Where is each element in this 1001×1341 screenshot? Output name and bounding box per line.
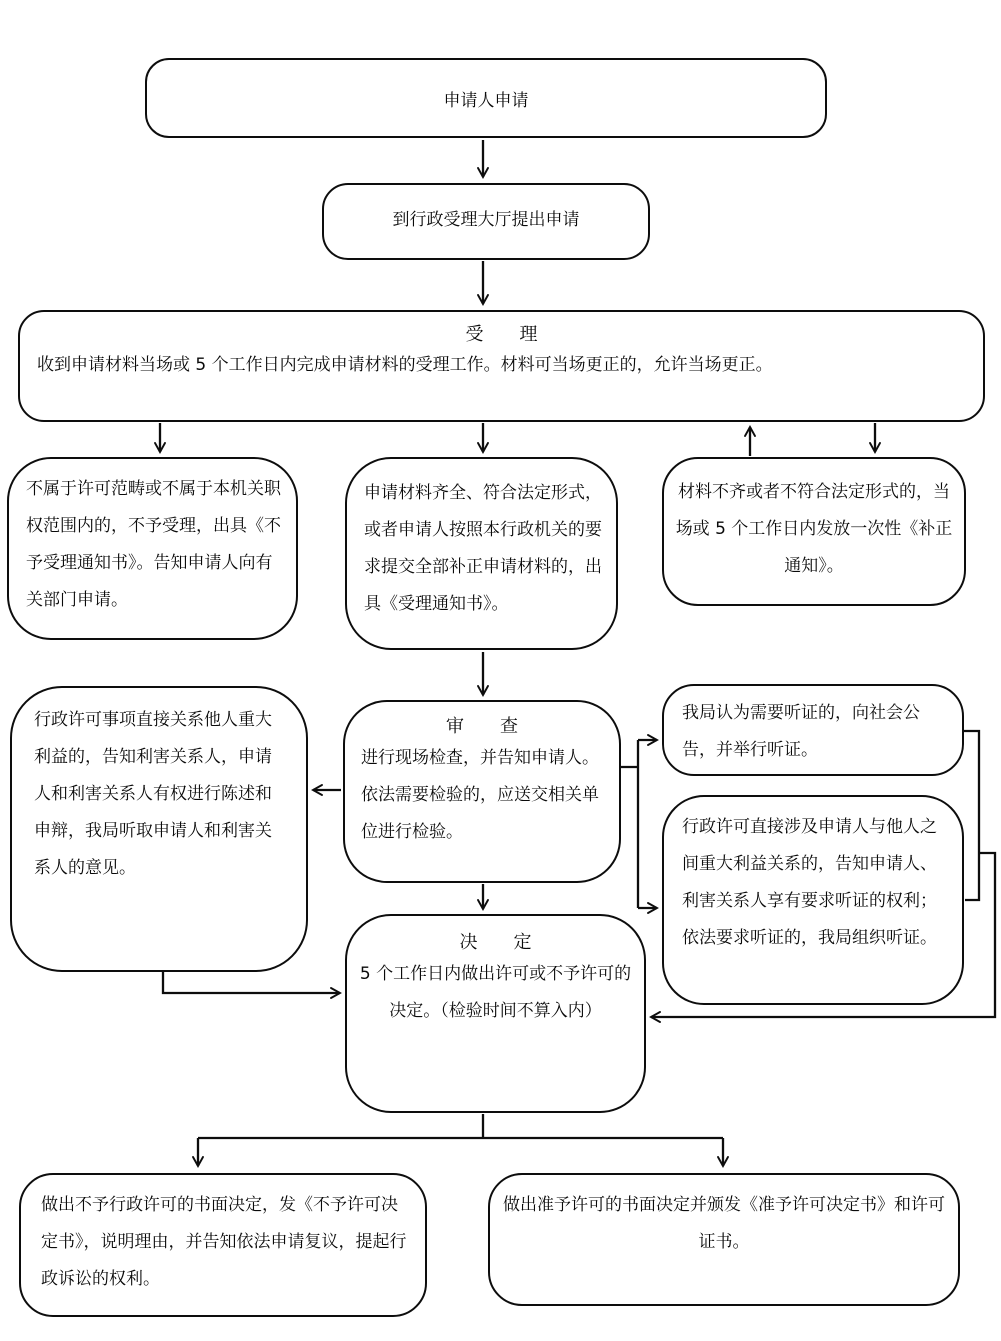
node-stakeholder xyxy=(10,686,308,972)
node-applicant-label: 申请人申请 xyxy=(443,91,529,111)
node-deny-label: 做出不予行政许可的书面决定，发《不予许可决定书》，说明理由，并告知依法申请复议，提起行政诉讼的权利。 xyxy=(41,1195,407,1289)
node-incomplete xyxy=(662,457,966,606)
node-hearing-public xyxy=(662,684,964,776)
node-hearing-right-label: 行政许可直接涉及申请人与他人之间重大利益关系的，告知申请人、利害关系人享有要求听证的权利；依法要求听证的，我局组织听证。 xyxy=(682,817,937,948)
node-grant-label: 做出准予许可的书面决定并颁发《准予许可决定书》和许可证书。 xyxy=(503,1195,945,1252)
node-reject xyxy=(7,457,298,640)
node-hall xyxy=(322,183,650,260)
node-complete-label: 申请材料齐全、符合法定形式，或者申请人按照本行政机关的要求提交全部补正申请材料的，出具《受理通知书》。 xyxy=(364,483,602,614)
node-decision xyxy=(345,914,646,1113)
node-accept-title: 受 理 xyxy=(465,324,538,345)
node-hearing-right xyxy=(662,795,964,1005)
node-hearing-public-label: 我局认为需要听证的，向社会公告，并举行听证。 xyxy=(682,703,920,760)
node-accept xyxy=(18,310,985,422)
arrow-stakeholder-to-decision xyxy=(163,970,340,993)
node-applicant xyxy=(145,58,827,138)
node-incomplete-label: 材料不齐或者不符合法定形式的，当场或 5 个工作日内发放一次性《补正通知》。 xyxy=(675,482,953,576)
node-complete xyxy=(345,457,618,650)
node-grant xyxy=(488,1173,960,1306)
node-decision-title: 决 定 xyxy=(459,932,532,953)
node-hall-label: 到行政受理大厅提出申请 xyxy=(392,210,580,230)
node-decision-body: 5 个工作日内做出许可或不予许可的决定。（检验时间不算入内） xyxy=(359,964,632,1021)
node-stakeholder-label: 行政许可事项直接关系他人重大利益的，告知利害关系人，申请人和利害关系人有权进行陈述和申辩，我局听取申请人和利害关系人的意见。 xyxy=(34,710,272,878)
node-deny xyxy=(19,1173,427,1317)
node-review-body: 进行现场检查，并告知申请人。依法需要检验的，应送交相关单位进行检验。 xyxy=(361,748,599,842)
node-reject-label: 不属于许可范畴或不属于本机关职权范围内的，不予受理，出具《不予受理通知书》。告知申请人向有关部门申请。 xyxy=(26,479,281,610)
node-review xyxy=(343,700,621,883)
node-review-title: 审 查 xyxy=(446,716,518,737)
node-accept-body: 收到申请材料当场或 5 个工作日内完成申请材料的受理工作。材料可当场更正的，允许当场更正。 xyxy=(37,355,773,375)
